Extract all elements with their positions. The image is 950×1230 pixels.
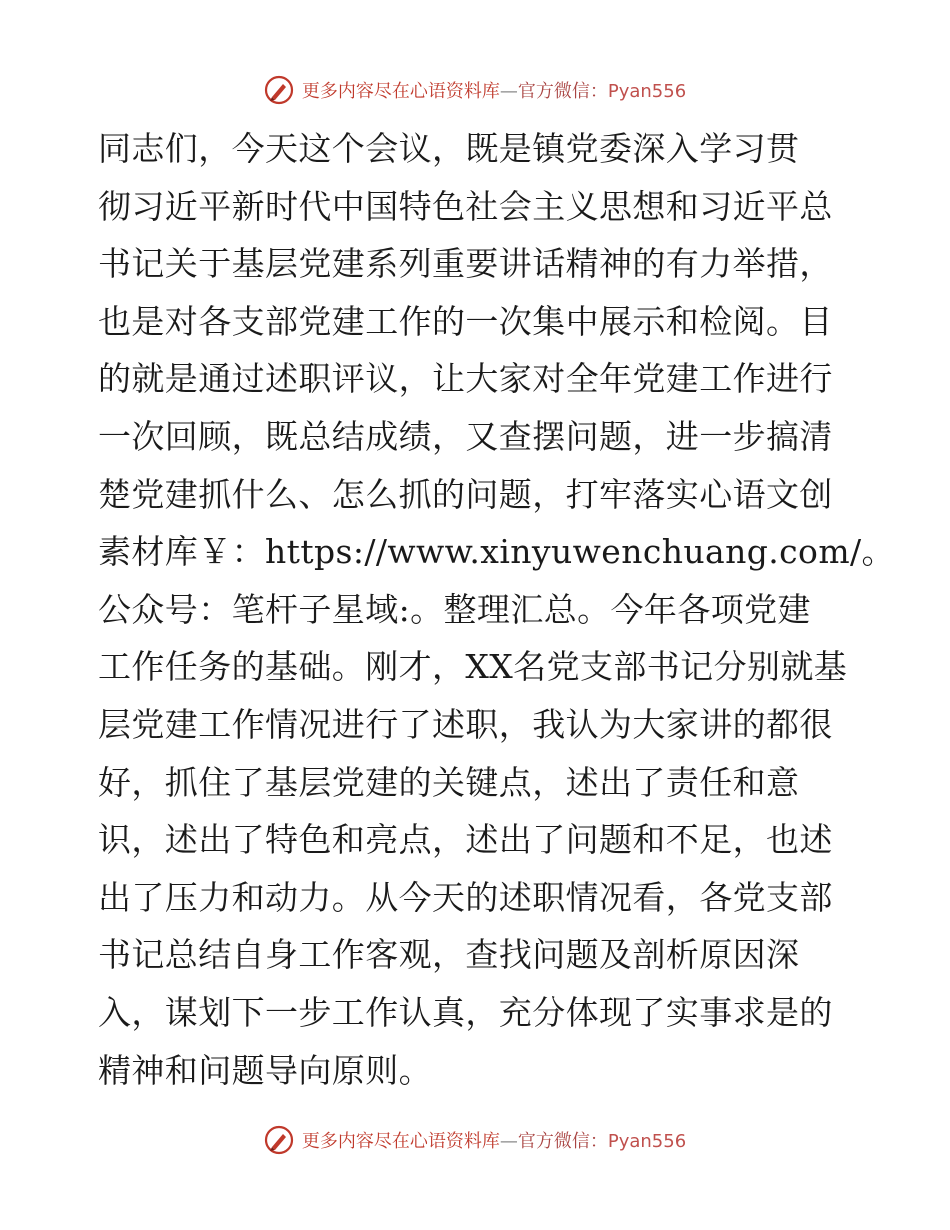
body-line: 出了压力和动力。从今天的述职情况看，各党支部 [98,877,833,917]
body-line: 彻习近平新时代中国特色社会主义思想和习近平总 [98,186,833,226]
body-line: 精神和问题导向原则。 [98,1050,432,1090]
pen-logo-icon [264,1125,294,1155]
body-line: 的就是通过述职评议，让大家对全年党建工作进行 [98,359,833,399]
body-line: 识，述出了特色和亮点，述出了问题和不足，也述 [98,820,833,860]
banner-wechat-id: Pyan556 [607,1131,687,1152]
banner-separator: — [499,1131,518,1152]
body-line: 也是对各支部党建工作的一次集中展示和检阅。目 [98,301,833,341]
body-line: 公众号：笔杆子星域:。整理汇总。今年各项党建 [98,589,811,629]
banner-text [302,77,686,103]
body-line: 一次回顾，既总结成绩，又查摆问题，进一步搞清 [98,416,833,456]
document-body [98,120,895,1099]
body-line: 入，谋划下一步工作认真，充分体现了实事求是的 [98,992,833,1032]
banner-site-name: 更多内容尽在心语资料库 [301,1131,500,1152]
body-line: 同志们，今天这个会议，既是镇党委深入学习贯 [98,129,800,168]
body-line: 层党建工作情况进行了述职，我认为大家讲的都很 [98,704,833,744]
body-line: 工作任务的基础。刚才，XX名党支部书记分别就基 [98,647,848,687]
banner-site-name: 更多内容尽在心语资料库 [301,81,500,102]
body-line-url: 素材库￥：https://www.xinyuwenchuang.com/。 [98,532,895,572]
banner-separator: — [499,81,518,102]
body-line: 书记总结自身工作客观，查找问题及剖析原因深 [98,935,800,975]
banner-wechat-id: Pyan556 [607,81,687,102]
pen-logo-icon [264,75,294,105]
footer-banner [0,1120,950,1160]
banner-wechat-label: 官方微信： [517,1131,608,1152]
banner-wechat-label: 官方微信： [517,81,608,102]
body-line: 书记关于基层党建系列重要讲话精神的有力举措， [98,244,833,284]
banner-text [302,1127,686,1153]
header-banner [0,70,950,110]
body-line: 好，抓住了基层党建的关键点，述出了责任和意 [98,762,800,802]
body-line: 楚党建抓什么、怎么抓的问题，打牢落实心语文创 [98,474,833,514]
